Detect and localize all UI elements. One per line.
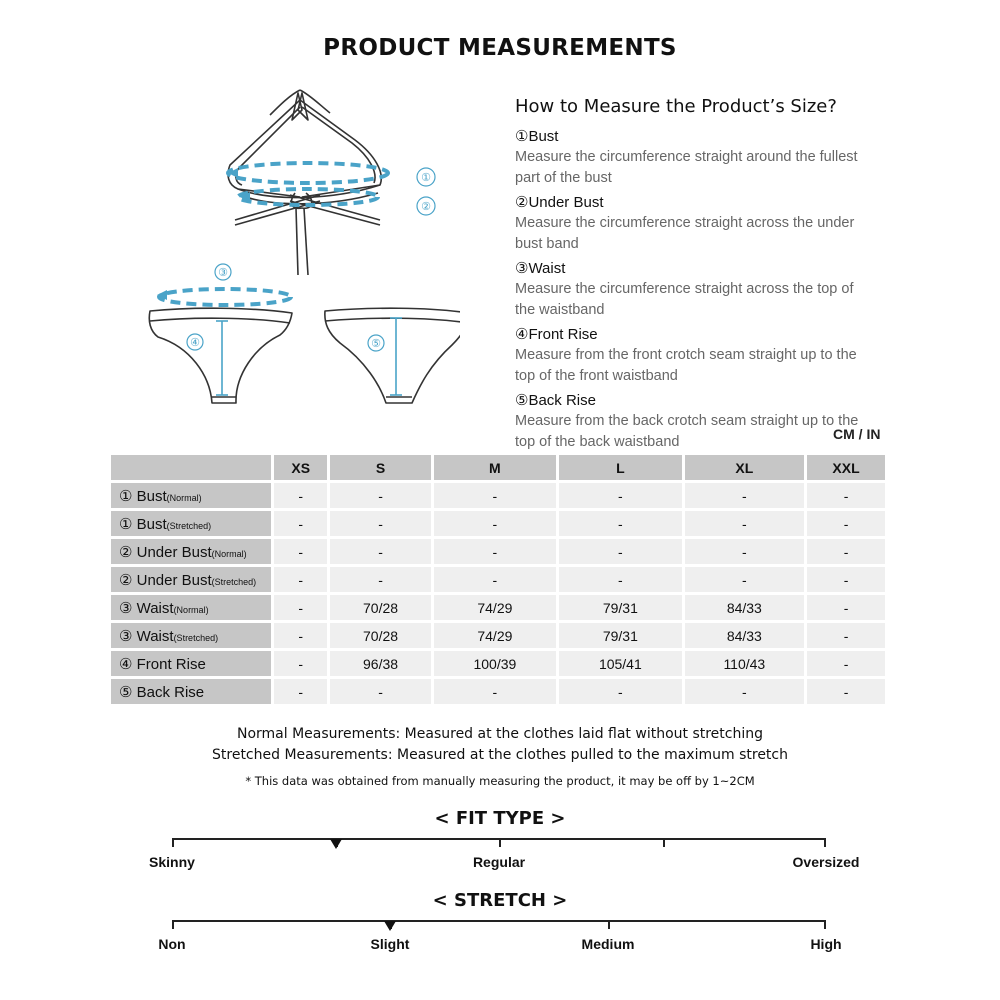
table-cell: 74/29 [434,595,556,620]
scale-label: Oversized [792,854,860,870]
stretch-scale [172,920,826,932]
measurement-illustration [130,85,460,425]
table-cell: - [274,483,327,508]
marker-1: ① [421,172,431,184]
table-cell: 84/33 [685,623,804,648]
table-cell: - [559,567,681,592]
table-row [111,567,885,592]
size-table [108,452,888,707]
table-cell: - [330,511,430,536]
column-header: L [559,455,681,480]
note-stretched: Stretched Measurements: Measured at the clothes pulled to the maximum stretch [212,747,788,763]
table-cell: 79/31 [559,595,681,620]
table-cell: 70/28 [330,623,430,648]
column-header: XXL [807,455,885,480]
table-cell: - [807,483,885,508]
units-label: CM / IN [833,426,881,442]
guide-item [515,324,895,387]
scale-label: High [810,936,842,952]
measuring-guide [515,96,895,456]
row-header [111,595,271,620]
guide-item [515,390,895,453]
scale-tick [172,920,174,929]
table-cell: - [685,483,804,508]
table-cell: - [685,511,804,536]
scale-marker [384,921,396,931]
guide-item-desc: Measure the circumference straight across the top of the waistband [515,281,854,318]
marker-2: ② [421,201,431,213]
scale-label: Regular [472,854,526,870]
table-cell: - [434,539,556,564]
row-label-sub: (Normal) [211,548,247,559]
scale-label: Non [158,936,186,952]
column-header: XL [685,455,804,480]
page-title: PRODUCT MEASUREMENTS [323,35,677,61]
table-cell: 96/38 [330,651,430,676]
table-cell: 84/33 [685,595,804,620]
row-label: ② Under Bust [119,543,212,561]
table-cell: - [274,623,327,648]
column-header: XS [274,455,327,480]
row-header [111,623,271,648]
table-cell: 70/28 [330,595,430,620]
table-cell: - [434,511,556,536]
row-header [111,567,271,592]
table-cell: - [274,567,327,592]
scale-label: Slight [370,936,410,952]
table-row [111,511,885,536]
table-row [111,679,885,704]
row-label: ① Bust [119,487,167,505]
table-cell: - [807,567,885,592]
scale-tick [172,838,174,847]
table-row [111,595,885,620]
scale-tick [824,838,826,847]
fit-type-title: < FIT TYPE > [434,808,566,829]
table-cell: - [274,651,327,676]
table-cell: 110/43 [685,651,804,676]
guide-item-desc: Measure the circumference straight across the under bust band [515,215,855,252]
row-label-sub: (Normal) [166,492,202,503]
table-cell: - [559,679,681,704]
table-cell: - [434,679,556,704]
table-cell: - [807,539,885,564]
table-cell: - [330,567,430,592]
guide-heading: How to Measure the Product’s Size? [515,96,837,117]
table-cell: - [685,567,804,592]
scale-label: Medium [581,936,635,952]
disclaimer: * This data was obtained from manually measuring the product, it may be off by 1~2CM [245,774,755,788]
row-header [111,483,271,508]
scale-tick [608,920,610,929]
table-cell: - [559,483,681,508]
table-cell: - [807,651,885,676]
table-cell: 79/31 [559,623,681,648]
table-cell: - [434,483,556,508]
table-row [111,651,885,676]
scale-label: Skinny [149,854,195,870]
table-cell: - [274,679,327,704]
row-header [111,539,271,564]
row-header [111,679,271,704]
guide-item-desc: Measure the circumference straight around the fullest part of the bust [515,149,858,186]
row-label-sub: (Normal) [173,604,209,615]
marker-5: ⑤ [371,338,381,350]
note-normal: Normal Measurements: Measured at the clothes laid flat without stretching [237,726,763,742]
table-cell: - [274,539,327,564]
guide-item-desc: Measure from the front crotch seam straight up to the top of the front waistband [515,347,857,384]
guide-item-name: ⑤Back Rise [515,392,596,409]
table-cell: - [330,679,430,704]
guide-item-name: ④Front Rise [515,326,598,343]
table-cell: - [559,511,681,536]
stretch-title: < STRETCH > [432,890,568,911]
measurement-notes [0,724,1000,788]
row-label: ③ Waist [119,599,174,617]
table-body [111,483,885,704]
table-cell: - [330,483,430,508]
table-cell: - [807,511,885,536]
scale-tick [663,838,665,847]
row-label: ⑤ Back Rise [119,683,205,701]
guide-item [515,258,895,321]
table-cell: - [434,567,556,592]
row-label: ② Under Bust [119,571,212,589]
row-header [111,511,271,536]
marker-3: ③ [218,267,228,279]
row-label-sub: (Stretched) [173,632,219,643]
table-cell: 74/29 [434,623,556,648]
guide-item [515,126,895,189]
table-cell: - [685,539,804,564]
scale-bar [172,920,826,922]
marker-4: ④ [190,337,200,349]
table-cell: - [807,679,885,704]
row-label-sub: (Stretched) [166,520,212,531]
column-header: M [434,455,556,480]
table-cell: - [807,595,885,620]
row-label-sub: (Stretched) [211,576,257,587]
swimsuit-diagram [130,85,460,425]
guide-item-name: ③Waist [515,260,566,277]
table-cell: - [274,595,327,620]
table-cell: - [685,679,804,704]
table-row [111,623,885,648]
guide-item-name: ①Bust [515,128,559,145]
table-cell: - [330,539,430,564]
guide-item-name: ②Under Bust [515,194,604,211]
guide-item-desc: Measure from the back crotch seam straight up to the top of the back waistband [515,413,859,450]
table-row [111,483,885,508]
table-header-row [111,455,885,480]
scale-tick [824,920,826,929]
row-label: ③ Waist [119,627,174,645]
fit-type-scale [172,838,826,850]
guide-item [515,192,895,255]
row-label: ④ Front Rise [119,655,206,673]
table-row [111,539,885,564]
table-cell: 105/41 [559,651,681,676]
scale-tick [499,838,501,847]
row-header [111,651,271,676]
scale-marker [330,839,342,849]
table-cell: - [559,539,681,564]
table-cell: - [807,623,885,648]
table-cell: - [274,511,327,536]
row-label: ① Bust [119,515,167,533]
table-cell: 100/39 [434,651,556,676]
column-header: S [330,455,430,480]
table-corner [111,455,271,480]
